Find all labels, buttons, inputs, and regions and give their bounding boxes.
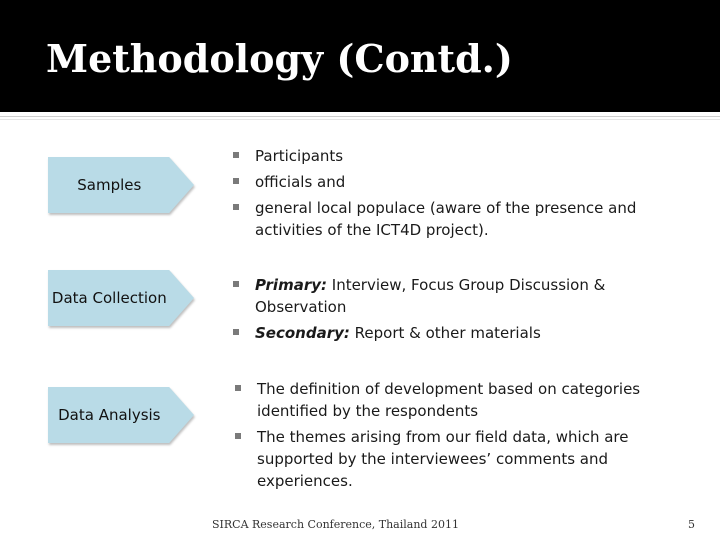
chevron-label: Data Collection [51,289,167,307]
bullet-lead: Secondary: [255,324,350,342]
bullet-item [232,378,652,422]
page-number: 5 [688,518,695,531]
slide-title: Methodology (Contd.) [46,36,513,81]
chevron-data-analysis [48,387,194,443]
bullet-text: officials and [255,173,346,191]
square-bullet-icon [233,329,239,335]
bullet-text: Participants [255,147,344,165]
data-collection-bullet-list [230,274,650,348]
square-bullet-icon [233,281,239,287]
square-bullet-icon [233,152,239,158]
bullet-item [230,171,650,193]
bullet-item [232,426,652,492]
title-divider-secondary [0,119,720,120]
square-bullet-icon [235,385,241,391]
bullet-text: The definition of development based on categories identified by the respondents [257,380,641,420]
square-bullet-icon [233,204,239,210]
bullet-text: The themes arising from our field data, which are supported by the interviewees’ comments and experiences. [257,428,629,490]
chevron-label: Data Analysis [58,406,161,424]
bullet-item [230,274,650,318]
square-bullet-icon [235,433,241,439]
bullet-item [230,322,650,344]
title-divider [0,116,720,117]
footer-text: SIRCA Research Conference, Thailand 2011 [212,518,459,531]
square-bullet-icon [233,178,239,184]
bullet-lead: Primary: [255,276,327,294]
chevron-samples [48,157,194,213]
bullet-text: general local populace (aware of the presence and activities of the ICT4D project). [255,199,637,239]
chevron-label: Samples [77,176,142,194]
bullet-text: Report & other materials [349,324,541,342]
bullet-item [230,197,650,241]
chevron-data-collection [48,270,194,326]
data-analysis-bullet-list [232,378,652,496]
bullet-item [230,145,650,167]
samples-bullet-list [230,145,650,245]
bullet-text: Interview, Focus Group Discussion & Observation [255,276,606,316]
